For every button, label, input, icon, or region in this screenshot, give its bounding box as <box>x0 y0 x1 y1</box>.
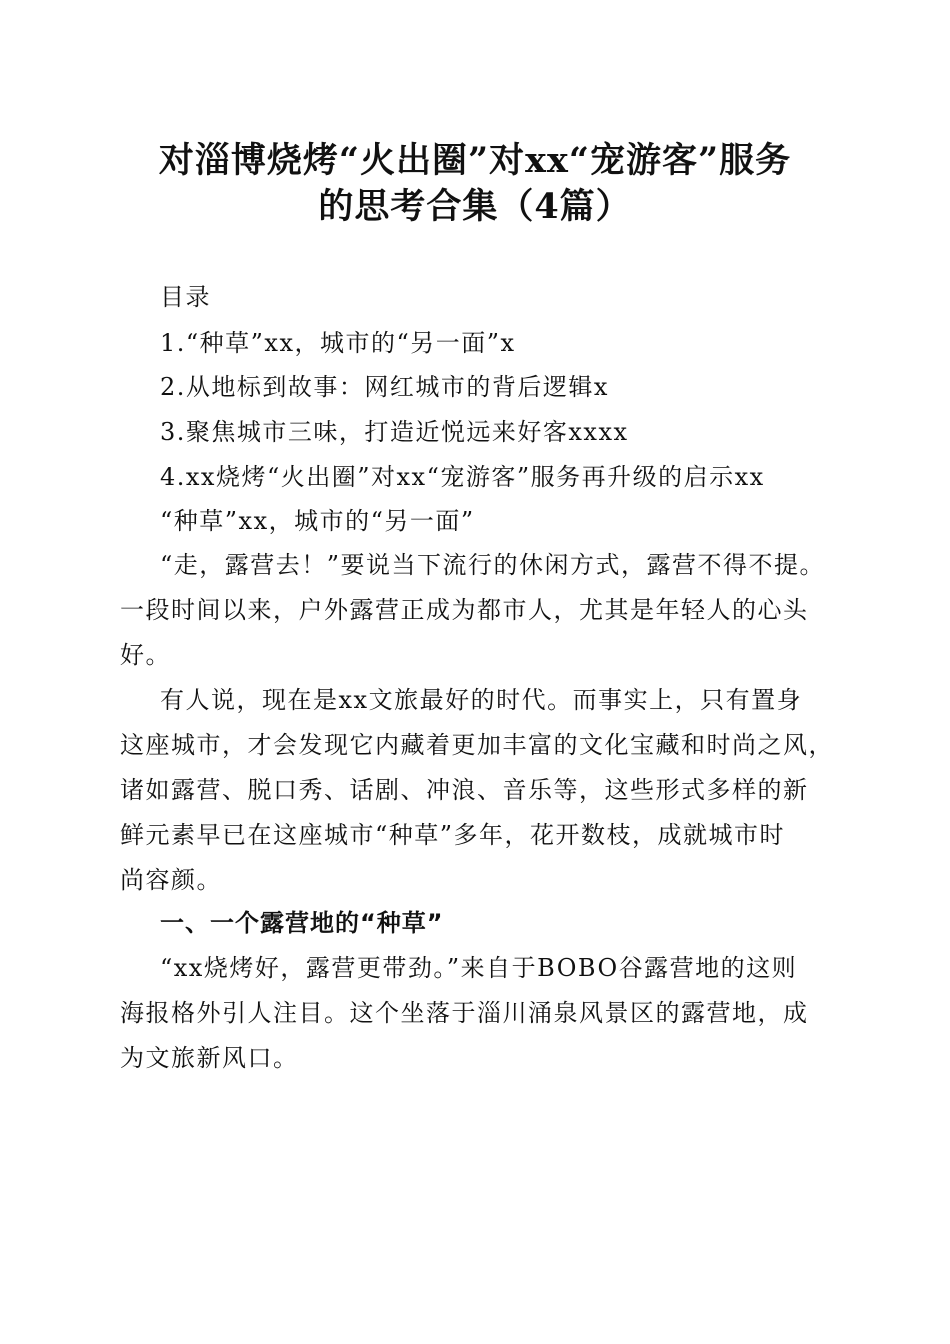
toc-heading: 目录 <box>160 283 211 311</box>
toc-item-4: 4.xx烧烤“火出圈”对xx“宠游客”服务再升级的启示xx <box>160 463 765 491</box>
paragraph-1-line-3: 好。 <box>120 641 171 669</box>
toc-item-3: 3.聚焦城市三味，打造近悦远来好客xxxx <box>160 418 629 446</box>
paragraph-2-line-1: 有人说，现在是xx文旅最好的时代。而事实上，只有置身 <box>160 686 803 714</box>
paragraph-3-line-3: 为文旅新风口。 <box>120 1044 299 1072</box>
paragraph-1-line-1: “走，露营去！”要说当下流行的休闲方式，露营不得不提。 <box>160 551 826 579</box>
paragraph-2-line-5: 尚容颜。 <box>120 866 222 894</box>
article-title: “种草”xx，城市的“另一面” <box>160 507 475 535</box>
paragraph-2-line-4: 鲜元素早已在这座城市“种草”多年，花开数枝，成就城市时 <box>120 821 786 849</box>
paragraph-1-line-2: 一段时间以来，户外露营正成为都市人，尤其是年轻人的心头 <box>120 596 809 624</box>
section-1-heading: 一、一个露营地的“种草” <box>160 909 444 937</box>
paragraph-3-line-2: 海报格外引人注目。这个坐落于淄川涌泉风景区的露营地，成 <box>120 999 809 1027</box>
paragraph-2-line-2: 这座城市，才会发现它内藏着更加丰富的文化宝藏和时尚之风， <box>120 731 834 759</box>
paragraph-2-line-3: 诸如露营、脱口秀、话剧、冲浪、音乐等，这些形式多样的新 <box>120 776 809 804</box>
toc-item-1: 1.“种草”xx，城市的“另一面”x <box>160 329 516 357</box>
document-title-line-2: 的思考合集（4篇） <box>318 186 632 227</box>
paragraph-3-line-1: “xx烧烤好，露营更带劲。”来自于BOBO谷露营地的这则 <box>160 954 798 982</box>
toc-item-2: 2.从地标到故事：网红城市的背后逻辑x <box>160 373 609 401</box>
document-title-line-1: 对淄博烧烤“火出圈”对xx“宠游客”服务 <box>158 140 792 181</box>
